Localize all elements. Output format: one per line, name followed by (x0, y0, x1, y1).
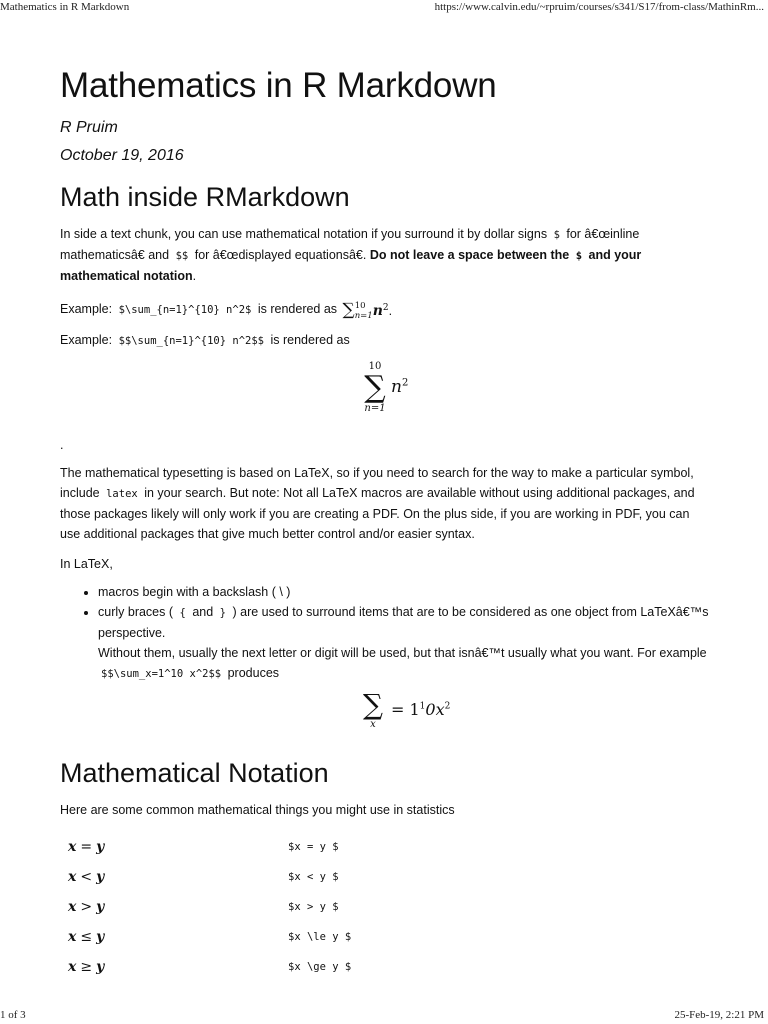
print-timestamp: 25-Feb-19, 2:21 PM (674, 1009, 764, 1021)
bold-warning: Do not leave a space between the $ and your mathematical notation (60, 248, 642, 283)
document-body (60, 60, 710, 982)
notation-table (60, 832, 660, 982)
example-1: Example: $\sum_{n=1}^{10} n^2$ is rendered as ∑10 $n=1n^2$. (60, 298, 710, 322)
latex-source: $x \ge y $ (288, 960, 352, 973)
list-item: • macros begin with a backslash ( \ ) (98, 582, 710, 602)
table-row (60, 862, 660, 892)
table-row (60, 922, 660, 952)
document-author: R Pruim (60, 119, 118, 136)
document-date: October 19, 2016 (60, 147, 184, 164)
table-row (60, 952, 660, 982)
intro-paragraph: In side a text chunk, you can use mathematical notation if you surround it by dollar signs $ for â€œinline mathematicsâ€ and $$ for â€œdisplayed equationsâ€. Do not leave a space between the $ and your mathematical notation. (60, 227, 642, 283)
latex-source: $x = y $ (288, 840, 339, 853)
display-bad-sum-formula: ∑ x = $1^10x^2$ (363, 687, 451, 730)
inline-code: $$\sum_{n=1}^{10} n^2$$ (118, 334, 264, 347)
section-heading-notation: Mathematical Notation (60, 757, 329, 788)
example-2: Example: $$\sum_{n=1}^{10} n^2$$ is rendered as (60, 332, 350, 347)
document-title: Mathematics in R Markdown (60, 66, 497, 105)
rendered-math: x < y (68, 868, 105, 885)
print-footer (0, 1009, 768, 1024)
latex-source: $x > y $ (288, 900, 339, 913)
print-header-url: https://www.calvin.edu/~rpruim/courses/s341/S17/from-class/MathinRm... (434, 1, 764, 13)
inline-code: $ (553, 229, 560, 241)
inline-code: latex (106, 487, 138, 500)
inline-code: $$ (175, 250, 189, 262)
stray-dot: . (60, 437, 64, 452)
print-header-title: Mathematics in R Markdown (0, 1, 130, 13)
latex-paragraph: The mathematical typesetting is based on LaTeX, so if you need to search for the way to make a particular symbol, include latex in your search. But note: Not all LaTeX macros are available without using additional packages, and those packages likely will only work if you are creating a PDF. On the plus side, if you are working in PDF, you can use additional packages that give much better control and/or easier syntax. (60, 465, 695, 541)
page-count: 1 of 3 (0, 1009, 26, 1021)
rendered-math: x ≤ y (68, 928, 105, 945)
notation-intro: Here are some common mathematical things you might use in statistics (60, 802, 455, 817)
latex-source: $x < y $ (288, 870, 339, 883)
section-heading-math-inside: Math inside RMarkdown (60, 182, 350, 212)
list-item: • curly braces ( { and } ) are used to surround items that are to be considered as one object from LaTeXâ€™s perspective. Without them, usually the next letter or digit will be used, but that isnâ€™t usually what you want. For example $$\sum_x=1^10 x^2$$ produces (98, 602, 710, 684)
table-row (60, 832, 660, 862)
rendered-math: x ≥ y (68, 958, 105, 975)
display-sum-formula: 10 ∑ n=1 $n^2$ (364, 360, 409, 414)
print-header (0, 0, 768, 16)
rendered-math: x > y (68, 898, 105, 915)
table-row (60, 892, 660, 922)
rendered-math: x = y (68, 838, 105, 855)
latex-source: $x \le y $ (288, 930, 352, 943)
in-latex-label: In LaTeX, (60, 556, 113, 571)
inline-code: $\sum_{n=1}^{10} n^2$ (118, 304, 252, 317)
inline-sum-formula: ∑10 $n=1n^2$. (342, 300, 393, 321)
latex-bullet-list (60, 582, 710, 684)
